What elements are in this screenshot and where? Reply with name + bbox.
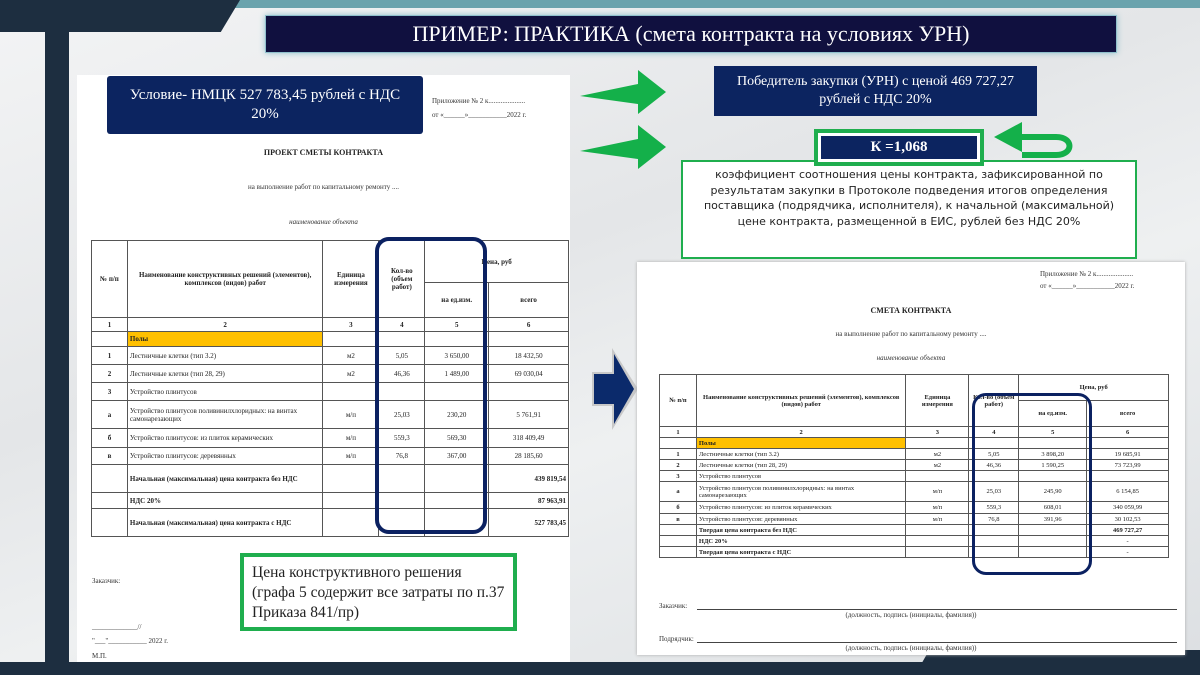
hdr-name: Наименование конструктивных решений (элементов), комплексов (видов) работ <box>127 241 323 318</box>
hdr-unit: Единица измерения <box>323 241 379 318</box>
signature-line: _____________// <box>92 623 142 631</box>
customer-signature-line <box>697 609 1177 610</box>
table-row: б Устройство плинтусов: из плиток керамических м/п 559,3 569,30 318 409,49 <box>92 429 569 448</box>
left-frame-bar <box>45 30 69 675</box>
coefficient-box <box>814 129 984 166</box>
doc-title: СМЕТА КОНТРАКТА <box>870 306 952 315</box>
doc-object: наименование объекта <box>289 218 358 226</box>
col-number: 6 <box>1087 427 1169 438</box>
hdr-qty: Кол-во (объем работ) <box>969 375 1019 427</box>
return-arrow-icon <box>992 122 1084 164</box>
col-number: 3 <box>906 427 969 438</box>
col-number: 3 <box>323 318 379 332</box>
appendix-line-1: Приложение № 2 к..................... <box>1040 270 1134 278</box>
hdr-total: всего <box>1087 401 1169 427</box>
slide-title: ПРИМЕР: ПРАКТИКА (смета контракта на условиях УРН) <box>265 15 1117 53</box>
total-row: Твердая цена контракта без НДС 469 727,27 <box>660 525 1169 536</box>
signature-caption: (должность, подпись (инициалы, фамилия)) <box>845 611 977 619</box>
estimate-table-right <box>659 374 1169 558</box>
col-number: 2 <box>696 427 906 438</box>
arrow-right-icon <box>580 125 666 169</box>
total-row: Начальная (максимальная) цена контракта с НДС 527 783,45 <box>92 509 569 537</box>
hdr-num: № п/п <box>660 375 697 427</box>
col-number: 1 <box>660 427 697 438</box>
coefficient-description: коэффициент соотношения цены контракта, зафиксированной по результатам закупки в Протоколе подведения итогов определения поставщика (подрядчика, исполнителя), к начальной (максимальной) цене контракта, размещенной в ЕИС, рублей без НДС 20% <box>681 160 1137 259</box>
hdr-price: Цена, руб <box>1019 375 1169 401</box>
constructive-price-note: Цена конструктивного решения (графа 5 содержит все затраты по п.37 Приказа 841/пр) <box>240 553 517 631</box>
coefficient-value: К =1,068 <box>821 136 977 159</box>
date-line: "___"___________ 2022 г. <box>92 637 169 645</box>
highlight-columns-left <box>375 237 487 534</box>
customer-label: Заказчик: <box>92 577 121 585</box>
col-number: 6 <box>489 318 569 332</box>
signature-caption: (должность, подпись (инициалы, фамилия)) <box>845 644 977 652</box>
section-floors: Полы <box>696 438 906 449</box>
doc-object: наименование объекта <box>876 354 946 362</box>
col-number: 5 <box>1019 427 1087 438</box>
total-row: НДС 20% 87 963,91 <box>92 493 569 509</box>
appendix-line-2: от «______»___________2022 г. <box>1040 282 1135 290</box>
total-row: Начальная (максимальная) цена контракта без НДС 439 819,54 <box>92 465 569 493</box>
arrow-right-blue-icon <box>590 344 640 434</box>
condition-box: Условие- НМЦК 527 783,45 рублей с НДС 20% <box>107 76 423 134</box>
table-row: а Устройство плинтусов поливинилхлоридных: на винтах самонарезающих м/п 25,03 230,20 5 761,91 <box>92 401 569 429</box>
total-row: Твердая цена контракта с НДС - <box>660 547 1169 558</box>
hdr-unit: Единица измерения <box>906 375 969 427</box>
appendix-line-2: от «______»___________2022 г. <box>432 111 527 119</box>
table-row: 3 Устройство плинтусов <box>92 383 569 401</box>
contractor-label: Подрядчик: <box>659 635 694 643</box>
hdr-price: Цена, руб <box>425 241 569 283</box>
estimate-table-left <box>91 240 569 537</box>
col-number: 2 <box>127 318 323 332</box>
table-row: в Устройство плинтусов: деревянных м/п 76,8 367,00 28 185,60 <box>92 448 569 465</box>
table-row: 3 Устройство плинтусов <box>660 471 1169 482</box>
doc-subtitle: на выполнение работ по капитальному ремонту .... <box>248 183 399 191</box>
stamp-label: М.П. <box>92 652 107 660</box>
col-number: 1 <box>92 318 128 332</box>
table-row: б Устройство плинтусов: из плиток керамических м/п 559,3 608,01 340 059,99 <box>660 502 1169 514</box>
table-row: 2 Лестничные клетки (тип 28, 29) м2 46,36 1 590,25 73 723,99 <box>660 460 1169 471</box>
right-estimate-document <box>637 262 1185 655</box>
hdr-per-unit: на ед.изм. <box>425 283 489 318</box>
table-row: а Устройство плинтусов поливинилхлоридных: на винтах самонарезающих м/п 25,03 245,90 6 154,85 <box>660 482 1169 502</box>
hdr-total: всего <box>489 283 569 318</box>
table-row: 2 Лестничные клетки (тип 28, 29) м2 46,36 1 489,00 69 030,04 <box>92 365 569 383</box>
table-row: 1 Лестничные клетки (тип 3.2) м2 5,05 3 650,00 18 432,50 <box>92 347 569 365</box>
top-left-dark-corner <box>0 0 240 32</box>
col-number: 4 <box>379 318 425 332</box>
doc-title: ПРОЕКТ СМЕТЫ КОНТРАКТА <box>263 148 384 157</box>
hdr-num: № п/п <box>92 241 128 318</box>
appendix-line-1: Приложение № 2 к..................... <box>432 97 526 105</box>
total-row: НДС 20% - <box>660 536 1169 547</box>
arrow-right-icon <box>580 70 666 114</box>
customer-label: Заказчик: <box>659 602 688 610</box>
section-floors: Полы <box>127 332 323 347</box>
contractor-signature-line <box>697 642 1177 643</box>
table-row: в Устройство плинтусов: деревянных м/п 76,8 391,96 30 102,53 <box>660 514 1169 525</box>
hdr-per-unit: на ед.изм. <box>1019 401 1087 427</box>
col-number: 5 <box>425 318 489 332</box>
highlight-columns-right <box>972 393 1092 575</box>
winner-box: Победитель закупки (УРН) с ценой 469 727,27 рублей с НДС 20% <box>714 66 1037 116</box>
doc-subtitle: на выполнение работ по капитальному ремонту .... <box>835 330 987 338</box>
hdr-qty: Кол-во (объем работ) <box>379 241 425 318</box>
hdr-name: Наименование конструктивных решений (элементов), комплексов (видов) работ <box>696 375 906 427</box>
col-number: 4 <box>969 427 1019 438</box>
table-row: 1 Лестничные клетки (тип 3.2) м2 5,05 3 898,20 19 685,91 <box>660 449 1169 460</box>
